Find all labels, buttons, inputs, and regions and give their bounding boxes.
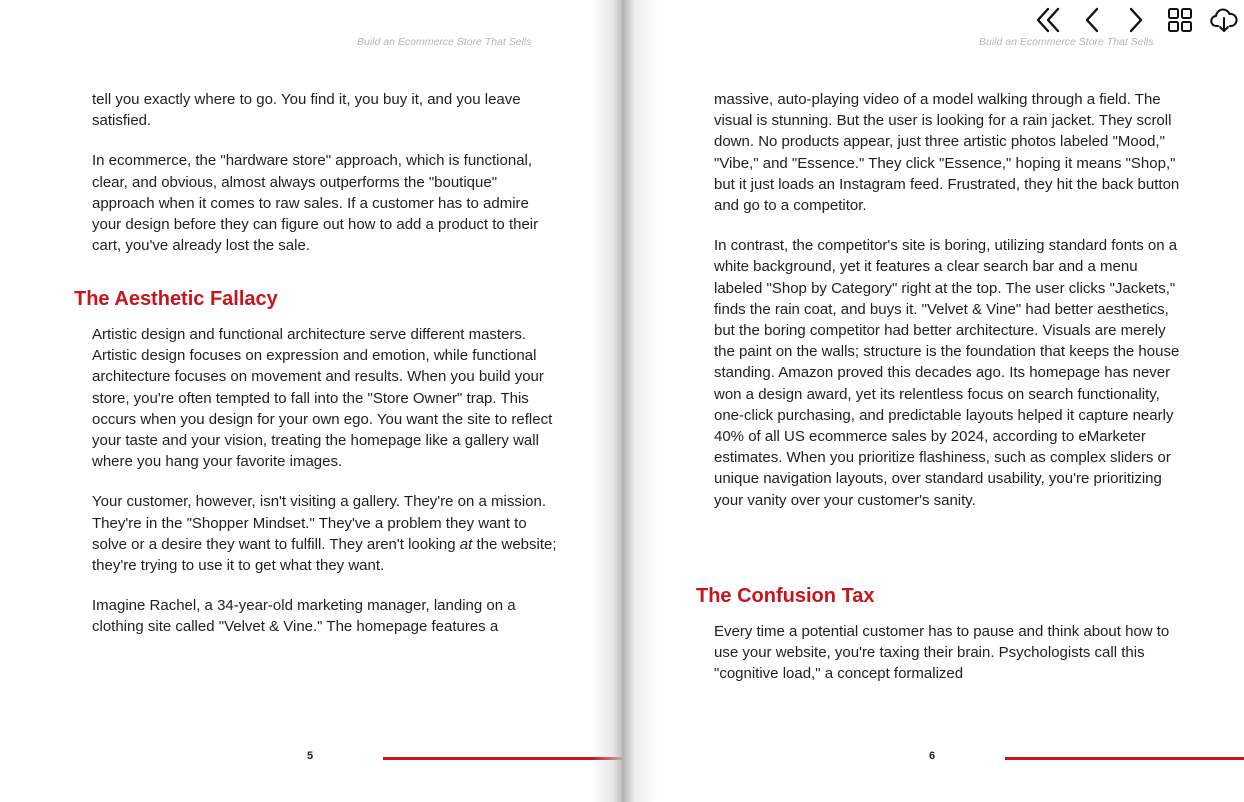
paragraph: tell you exactly where to go. You find it, you buy it, and you leave satisfied. bbox=[92, 91, 521, 130]
page-number: 6 bbox=[929, 750, 936, 762]
paragraph bbox=[92, 491, 562, 576]
previous-page-button[interactable] bbox=[1074, 2, 1110, 38]
paragraph: In ecommerce, the "hardware store" approach, which is functional, clear, and obvious, almost always outperforms the "boutique" approach when it comes to raw sales. If a customer has to admire your design before they can figure out how to add a product to their cart, you've already lost the sale. bbox=[92, 152, 539, 255]
body-text-bottom bbox=[714, 621, 1184, 704]
section-heading-confusion-tax: The Confusion Tax bbox=[696, 585, 875, 607]
paragraph: Every time a potential customer has to pause and think about how to use your website, you're taxing their brain. Psychologists call this "cognitive load," a concept formalized bbox=[714, 623, 1170, 683]
next-page-icon bbox=[1121, 5, 1151, 35]
next-page-button[interactable] bbox=[1118, 2, 1154, 38]
paragraph: Artistic design and functional architecture serve different masters. Artistic design focuses on expression and emotion, while functional architecture focuses on movement and results. When you build your store, you're often tempted to fall into the "Store Owner" trap. This occurs when you design for your own ego. You want the site to reflect your taste and your vision, treating the homepage like a gallery wall where you hang your favorite images. bbox=[92, 326, 553, 471]
page-number: 5 bbox=[307, 750, 314, 762]
emphasis-text: at bbox=[459, 535, 473, 553]
book-spine-shadow-left bbox=[592, 0, 622, 802]
body-text-bottom bbox=[92, 324, 562, 657]
paragraph: Imagine Rachel, a 34-year-old marketing manager, landing on a clothing site called "Velvet & Vine." The homepage features a bbox=[92, 597, 516, 636]
paragraph-text: Your customer, however, isn't visiting a gallery. They're on a mission. They're in the "Shopper Mindset." They've a problem they want to solve or a desire they want to fulfill. They aren't looking bbox=[92, 493, 546, 553]
previous-page-icon bbox=[1077, 5, 1107, 35]
page-footer-rule bbox=[1005, 757, 1244, 760]
download-button[interactable] bbox=[1206, 2, 1242, 38]
paragraph: In contrast, the competitor's site is boring, utilizing standard fonts on a white background, yet it features a clear search bar and a menu labeled "Shop by Category" right at the top. The user clicks "Jackets," finds the rain coat, and buys it. "Velvet & Vine" had better aesthetics, but the boring competitor had better architecture. Visuals are merely the paint on the walls; structure is the foundation that keeps the house standing. Amazon proved this decades ago. Its homepage has never won a design award, yet its relentless focus on search functionality, one-click purchasing, and predictable layouts helped it capture nearly 40% of all US ecommerce sales by 2024, according to eMarketer estimates. When you prioritize flashiness, such as complex sliders or unique navigation layouts, over standard usability, you're prioritizing your vanity over your customer's sanity. bbox=[714, 237, 1180, 509]
grid-view-icon bbox=[1166, 6, 1194, 34]
viewer-toolbar bbox=[1030, 2, 1244, 38]
grid-view-button[interactable] bbox=[1162, 2, 1198, 38]
book-spine-shadow-right bbox=[622, 0, 658, 802]
running-header: Build an Ecommerce Store That Sells bbox=[357, 36, 532, 48]
section-heading-aesthetic-fallacy: The Aesthetic Fallacy bbox=[74, 288, 278, 310]
paragraph: massive, auto-playing video of a model walking through a field. The visual is stunning. But the user is looking for a rain jacket. They scroll down. No products appear, just three artistic photos labeled "Mood," "Vibe," and "Essence." They click "Essence," hoping it means "Shop," but it just loads an Instagram feed. Frustrated, they hit the back button and go to a competitor. bbox=[714, 91, 1180, 215]
body-text-top bbox=[714, 89, 1184, 530]
first-page-icon bbox=[1033, 5, 1063, 35]
right-page bbox=[622, 0, 1244, 802]
download-icon bbox=[1209, 5, 1239, 35]
running-header: Build an Ecommerce Store That Sells bbox=[979, 36, 1154, 48]
body-text-top bbox=[92, 89, 562, 275]
paragraph-text: the website; they're trying to use it to get what they want. bbox=[92, 535, 557, 575]
first-page-button[interactable] bbox=[1030, 2, 1066, 38]
page-footer-rule bbox=[383, 757, 622, 760]
